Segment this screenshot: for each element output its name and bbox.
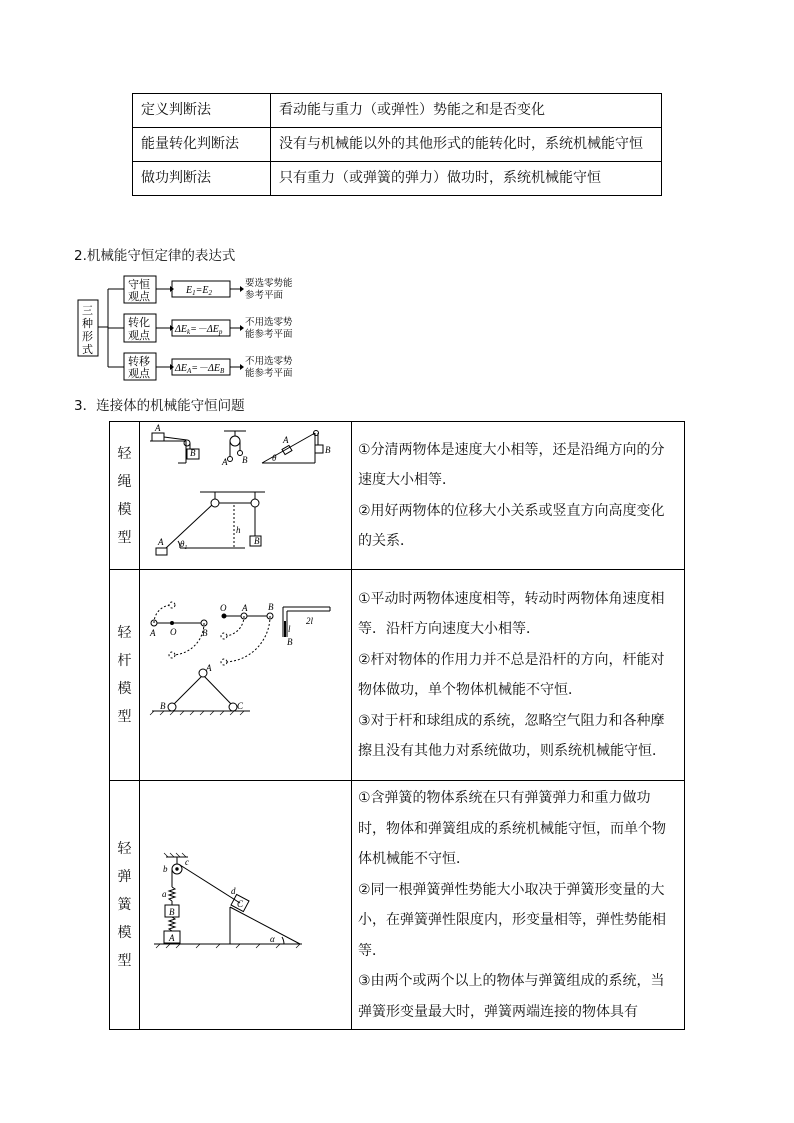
point-text: ②同一根弹簧弹性势能大小取决于弹簧形变量的大小，在弹簧弹性限度内，形变量相等，弹性势能相等．: [358, 881, 666, 959]
point-text: ②用好两物体的位移大小关系或竖直方向高度变化的关系．: [358, 502, 665, 549]
view-label: 转移: [128, 356, 150, 368]
spring-points: [352, 781, 685, 1030]
label-a: A: [242, 602, 248, 613]
table-row: [110, 422, 685, 570]
desc-cell: 没有与机械能以外的其他形式的能转化时，系统机械能守恒: [271, 128, 662, 162]
desc-cell: 看动能与重力（或弹性）势能之和是否变化: [271, 94, 662, 128]
label-a-point: a: [162, 889, 167, 899]
label-alpha: α: [270, 934, 275, 944]
label-a: A: [150, 627, 156, 638]
root-label-char: 种: [82, 318, 93, 330]
model-label: 轻 绳 模 型: [110, 422, 140, 570]
method-cell: 定义判断法: [133, 94, 271, 128]
rope-figure-cell: [140, 422, 352, 570]
rope-model-figure: [140, 423, 351, 569]
method-cell: 能量转化判断法: [133, 128, 271, 162]
method-cell: 做功判断法: [133, 162, 271, 196]
label-b: B: [169, 907, 175, 917]
note-text: 参考平面: [245, 291, 284, 301]
rope-points: [352, 422, 685, 570]
note-text: 要选零势能: [245, 279, 293, 289]
formula-text: $E_1=E_2$: [186, 285, 212, 297]
section2-heading: 2.机械能守恒定律的表达式: [74, 248, 236, 264]
label-theta1: $\theta_1$: [180, 538, 188, 551]
view-label: 观点: [128, 368, 150, 380]
label-b: B: [325, 444, 331, 455]
point-text: ①含弹簧的物体系统在只有弹簧弹力和重力做功时，物体和弹簧组成的系统机械能守恒，而单个物体机械能不守恒．: [358, 790, 666, 867]
note-text: 不用选零势: [245, 357, 293, 367]
block-a-ground: [156, 548, 167, 555]
desc-cell: 只有重力（或弹簧的弹力）做功时，系统机械能守恒: [271, 162, 662, 196]
spring-model-figure: [140, 787, 351, 1023]
root-label-char: 式: [82, 344, 93, 356]
note-text: 不用选零势: [245, 318, 293, 328]
label-theta: θ: [272, 452, 277, 463]
point-text: ②杆对物体的作用力并不总是沿杆的方向，杆能对物体做功，单个物体机械能不守恒．: [358, 651, 665, 698]
label-h: h: [236, 524, 241, 535]
label-d-point: d: [231, 886, 236, 896]
label-a: A: [169, 933, 175, 943]
table-row: [110, 781, 685, 1030]
label-a: A: [283, 434, 289, 445]
model-label: 轻 弹 簧 模 型: [110, 781, 140, 1030]
point-text: ③由两个或两个以上的物体与弹簧组成的系统，当弹簧形变量最大时，弹簧两端连接的物体具有: [358, 973, 665, 1020]
label-b-point: b: [163, 864, 168, 874]
view-label: 守恒: [128, 279, 150, 291]
model-label: 轻 杆 模 型: [110, 570, 140, 781]
rod-model-figure: [140, 571, 351, 780]
view-label: 观点: [128, 330, 150, 342]
connected-body-table: [109, 421, 685, 1030]
label-c: C: [237, 700, 244, 711]
view-label: 观点: [128, 291, 150, 303]
label-a: A: [222, 456, 228, 467]
table-row: [133, 94, 662, 128]
table-row: [110, 570, 685, 781]
block-a: [152, 433, 164, 441]
label-b: B: [202, 627, 208, 638]
table-row: [133, 128, 662, 162]
section3-heading: 3．连接体的机械能守恒问题: [74, 398, 245, 414]
formula-text: $\Delta E_A=-\Delta E_B$: [175, 363, 225, 375]
label-b: B: [160, 700, 166, 711]
table-row: [133, 162, 662, 196]
formula-text: $\Delta E_k=-\Delta E_p$: [175, 324, 223, 336]
label-2l: 2l: [306, 615, 314, 626]
label-o: O: [170, 626, 177, 637]
label-b: B: [268, 601, 274, 612]
root-label-char: 三: [82, 305, 93, 317]
label-c: C: [237, 899, 244, 909]
label-l: l: [288, 623, 291, 634]
label-a: A: [206, 662, 212, 673]
label-a: A: [155, 422, 161, 433]
note-text: 能参考平面: [245, 369, 293, 379]
label-b: B: [287, 636, 293, 647]
label-b: B: [254, 535, 260, 546]
label-b: B: [190, 447, 196, 458]
criteria-table: [132, 93, 662, 196]
label-o: O: [220, 602, 227, 613]
point-text: ①分清两物体是速度大小相等，还是沿绳方向的分速度大小相等．: [358, 441, 665, 488]
label-a: A: [158, 536, 164, 547]
view-label: 转化: [128, 317, 150, 329]
note-text: 能参考平面: [245, 330, 293, 340]
spring-figure-cell: [140, 781, 352, 1030]
point-text: ①平动时两物体速度相等，转动时两物体角速度相等．沿杆方向速度大小相等．: [358, 590, 665, 637]
expression-diagram: [74, 270, 314, 382]
rod-figure-cell: [140, 570, 352, 781]
label-b: B: [242, 454, 248, 465]
point-text: ③对于杆和球组成的系统，忽略空气阻力和各种摩擦且没有其他力对系统做功，则系统机械能守恒．: [358, 712, 666, 759]
root-label-char: 形: [82, 331, 93, 343]
label-c-point: c: [185, 857, 189, 867]
rod-points: [352, 570, 685, 781]
